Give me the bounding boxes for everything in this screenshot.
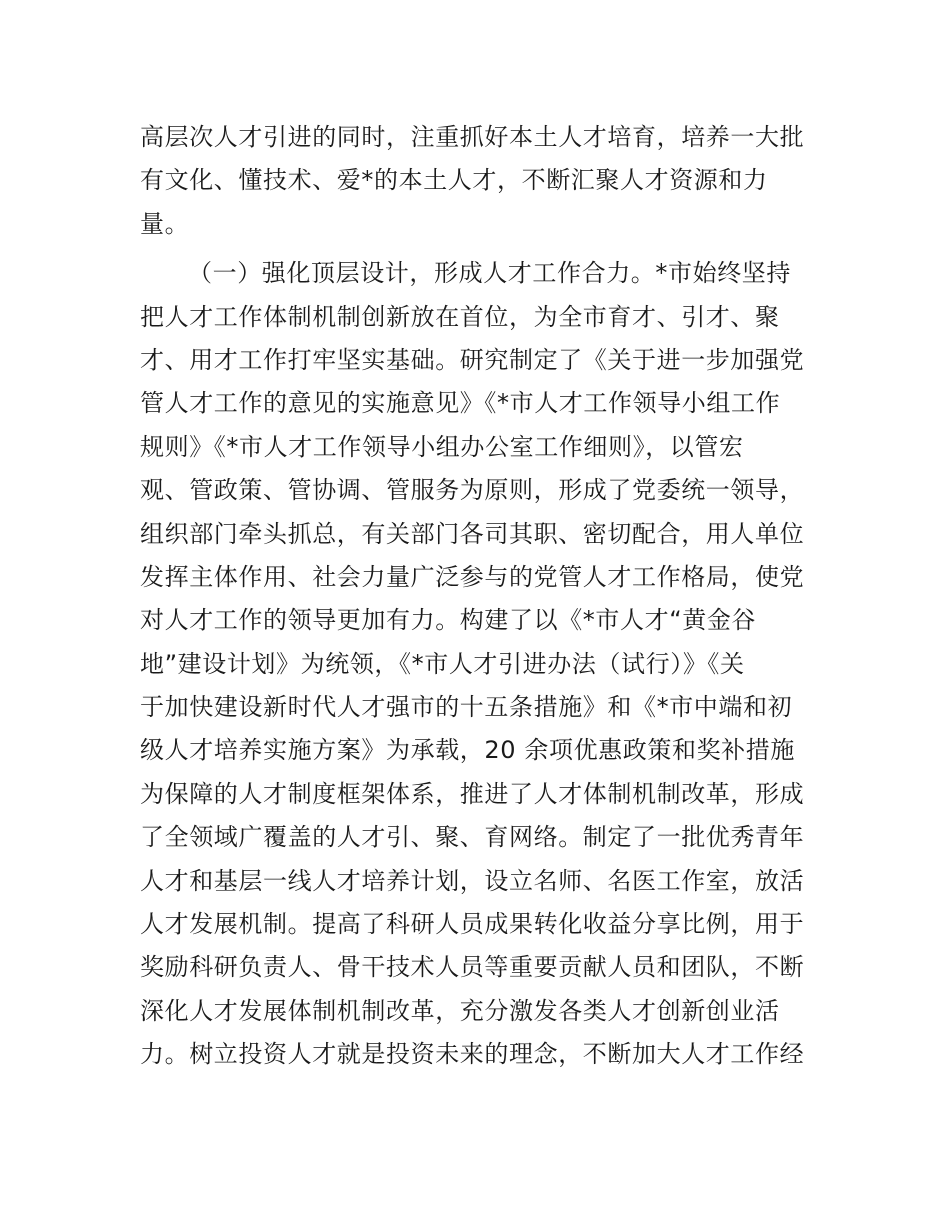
text-line: 规则》《*市人才工作领导小组办公室工作细则》，以管宏 (140, 432, 744, 461)
text-line: 级人才培养实施方案》为承载，20 余项优惠政策和奖补措施 (140, 736, 795, 765)
text-line: 力。树立投资人才就是投资未来的理念，不断加大人才工作经 (140, 1040, 805, 1069)
text-line: 奖励科研负责人、骨干技术人员等重要贡献人员和团队，不断 (140, 953, 805, 982)
text-line: 发挥主体作用、社会力量广泛参与的党管人才工作格局，使党 (140, 562, 805, 591)
text-line: 量。 (140, 209, 190, 238)
text-line: 管人才工作的意见的实施意见》《*市人才工作领导小组工作 (140, 389, 781, 418)
text-line: 为保障的人才制度框架体系，推进了人才体制机制改革，形成 (140, 779, 805, 808)
text-line: 深化人才发展体制机制改革，充分激发各类人才创新创业活 (140, 996, 780, 1025)
text-line: 对人才工作的领导更加有力。构建了以《*市人才“黄金谷 (140, 606, 757, 635)
text-line: 观、管政策、管协调、管服务为原则，形成了党委统一领导， (140, 476, 805, 505)
text-line: 才、用才工作打牢坚实基础。研究制定了《关于进一步加强党 (140, 345, 805, 374)
text-line: 把人才工作体制机制创新放在首位，为全市育才、引才、聚 (140, 302, 780, 331)
document-body (140, 116, 820, 1077)
text-line: 人才发展机制。提高了科研人员成果转化收益分享比例，用于 (140, 910, 805, 939)
paragraph-top-level-design (140, 252, 820, 1076)
paragraph-continuation (140, 116, 820, 246)
text-line: 地”建设计划》为统领，《*市人才引进办法（试行）》《关 (140, 649, 745, 678)
text-line: 高层次人才引进的同时，注重抓好本土人才培育，培养一大批 (140, 123, 805, 151)
text-line: 人才和基层一线人才培养计划，设立名师、名医工作室，放活 (140, 866, 805, 895)
text-line: 有文化、懂技术、爱*的本土人才，不断汇聚人才资源和力 (140, 166, 768, 195)
text-line: 于加快建设新时代人才强市的十五条措施》和《*市中端和初 (140, 693, 793, 722)
text-line-heading: （一）强化顶层设计，形成人才工作合力。*市始终坚持 (188, 259, 791, 288)
text-line: 了全领域广覆盖的人才引、聚、育网络。制定了一批优秀青年 (140, 823, 805, 852)
text-line: 组织部门牵头抓总，有关部门各司其职、密切配合，用人单位 (140, 519, 805, 548)
